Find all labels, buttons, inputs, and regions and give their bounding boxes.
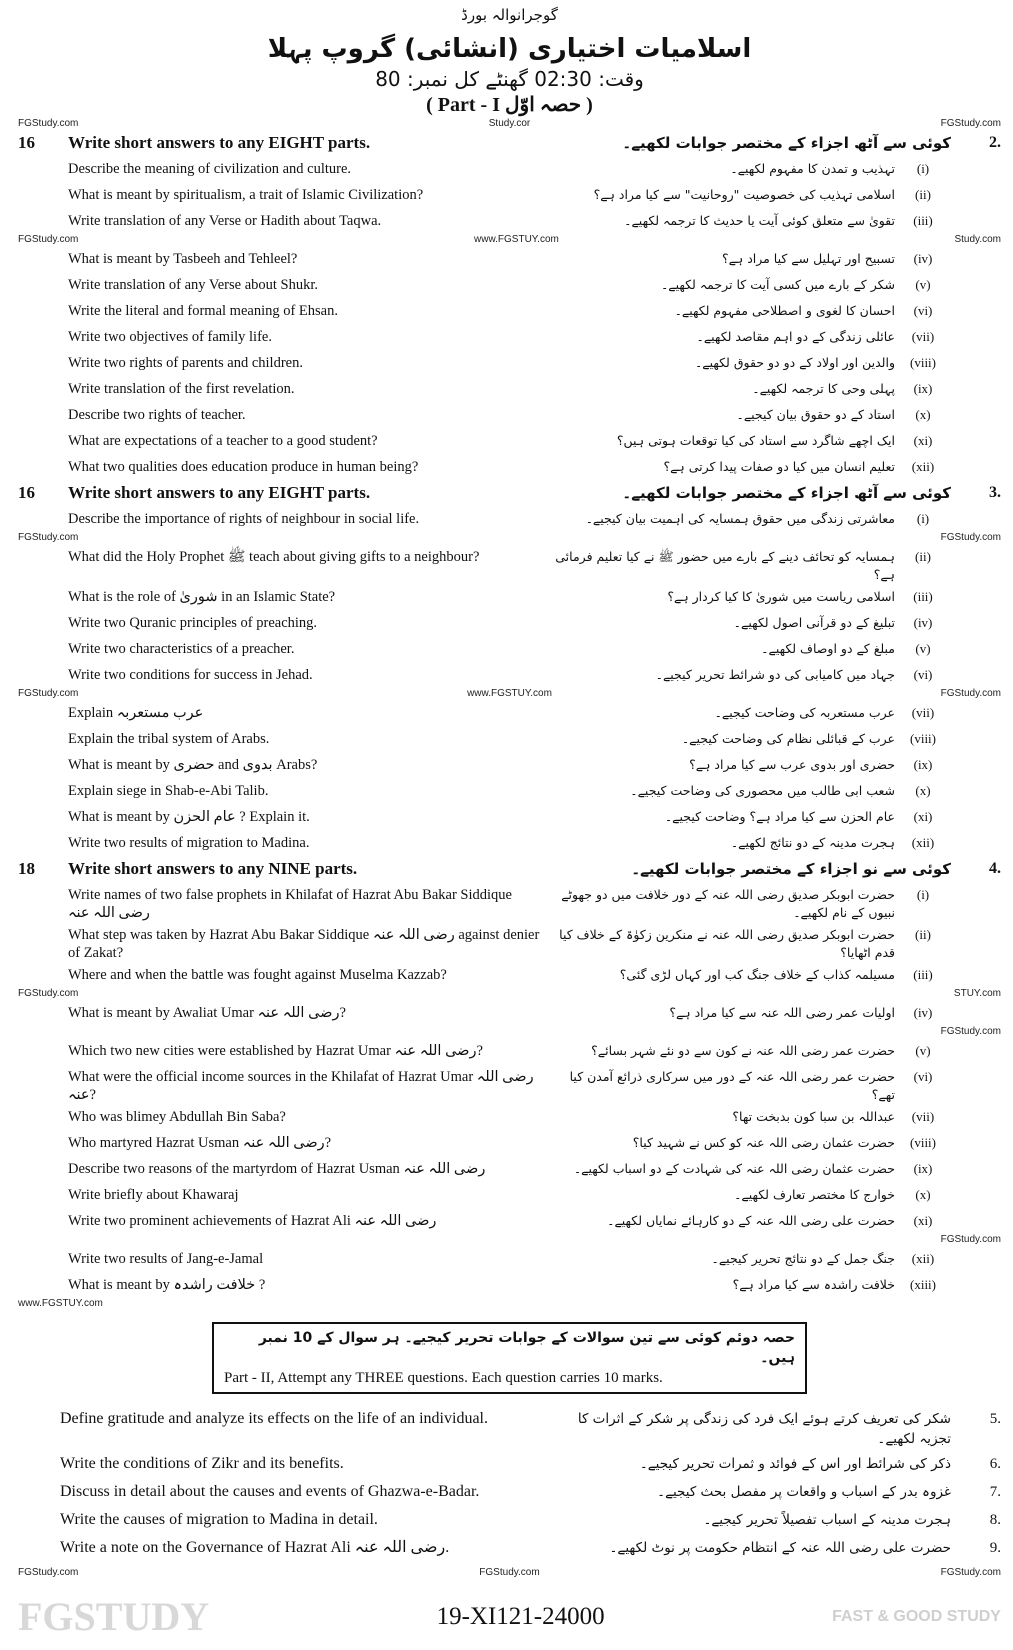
question-item-urdu: استاد کے دو حقوق بیان کیجیے۔ [736,407,895,422]
long-question-number: 5. [989,1411,1001,1427]
watermark-text: FGStudy.com [940,118,1001,129]
question-item: What two qualities does education produce in human being? [68,459,419,475]
question-row [18,506,1001,532]
watermark-text: Study.cor [488,118,531,129]
watermark-row [18,1298,1001,1310]
question-item-urdu: اسلامی تہذیب کی خصوصیت "روحانیت" سے کیا مراد ہے؟ [593,187,895,202]
question-row [18,636,1001,662]
watermark-text: FGStudy.com [18,118,79,129]
watermark-text: FGStudy.com [940,1026,1001,1037]
item-number: (xi) [913,1213,933,1228]
part-one-heading: ( Part - I حصہ اوّل ) [426,94,593,116]
item-number: (viii) [910,355,936,370]
item-number: (vi) [913,667,933,682]
long-question-number: 7. [989,1484,1001,1500]
watermark-tagline: FAST & GOOD STUDY [832,1607,1001,1625]
long-question-row [18,1505,1001,1533]
watermark-row [18,1026,1001,1038]
question-item: Write two rights of parents and children. [68,355,303,371]
item-number: (xii) [911,835,935,850]
question-number: 2. [989,134,1001,151]
section-marks: 16 [18,133,35,152]
watermark-row [18,1567,1001,1579]
question-item-urdu: تقویٰ سے متعلق کوئی آیت یا حدیث کا ترجمہ لکھیے۔ [624,213,895,228]
item-number: (vi) [913,303,933,318]
question-item-urdu: ایک اچھے شاگرد سے استاد کی کیا توقعات ہوتی ہیں؟ [616,433,895,448]
item-number: (iv) [913,251,933,266]
question-item: Describe two rights of teacher. [68,407,246,423]
watermark-row [18,688,1001,700]
question-row [18,402,1001,428]
item-number: (vii) [911,705,935,720]
question-item-urdu: حضرت عثمان رضی اللہ عنہ کو کس نے شہید کیا؟ [632,1135,895,1150]
question-row [18,298,1001,324]
watermark-row [18,234,1001,246]
question-item-urdu: مبلغ کے دو اوصاف لکھیے۔ [761,641,895,656]
item-number: (iii) [913,213,933,228]
question-row [18,1156,1001,1182]
time-and-marks: وقت: 02:30 گھنٹے کل نمبر: 80 [375,67,644,91]
question-row [18,1038,1001,1064]
item-number: (viii) [910,731,936,746]
question-row [18,1000,1001,1026]
question-row [18,922,1001,962]
section-heading-row [18,130,1001,156]
question-item: Write two results of migration to Madina. [68,835,310,851]
long-question-urdu: غزوہ بدر کے اسباب و واقعات پر مفصل بحث کیجیے۔ [657,1484,951,1500]
item-number: (xi) [913,809,933,824]
question-item: Write names of two false prophets in Khilafat of Hazrat Abu Bakar Siddique رضی اللہ عنہ [68,887,512,921]
question-item: Write two objectives of family life. [68,329,272,345]
question-item-urdu: حضری اور بدوی عرب سے کیا مراد ہے؟ [689,757,895,772]
question-item-urdu: حضرت عمر رضی اللہ عنہ کے دور میں سرکاری ذرائع آمدن کیا تھے؟ [569,1069,895,1102]
question-item-urdu: ہمسایہ کو تحائف دینے کے بارے میں حضور ﷺ نے کیا تعلیم فرمائی ہے؟ [555,549,895,582]
question-row [18,1104,1001,1130]
watermark-row [18,988,1001,1000]
question-row [18,1246,1001,1272]
item-number: (xii) [911,459,935,474]
question-item: What were the official income sources in the Khilafat of Hazrat Umar رضی اللہ عنہ? [68,1069,534,1103]
question-item-urdu: جنگ جمل کے دو نتائج تحریر کیجیے۔ [711,1251,895,1266]
question-row [18,324,1001,350]
long-question-row [18,1449,1001,1477]
item-number: (iii) [913,589,933,604]
question-row [18,1208,1001,1234]
question-item-urdu: مسیلمہ کذاب کے خلاف جنگ کب اور کہاں لڑی گئی؟ [619,967,895,982]
question-row [18,962,1001,988]
question-item: Write two conditions for success in Jehad. [68,667,313,683]
item-number: (i) [916,887,930,902]
item-number: (ii) [915,549,931,564]
long-question: Define gratitude and analyze its effects on the life of an individual. [60,1410,488,1427]
watermark-logo: FGSTUDY [18,1594,210,1639]
question-item-urdu: حضرت عثمان رضی اللہ عنہ کی شہادت کے دو اسباب لکھیے۔ [573,1161,895,1176]
question-item: Describe the meaning of civilization and culture. [68,161,352,177]
question-item: Write translation of any Verse or Hadith about Taqwa. [68,213,382,229]
item-number: (xiii) [910,1277,936,1292]
watermark-text: FGStudy.com [18,988,79,999]
question-item: Explain siege in Shab-e-Abi Talib. [68,783,269,799]
item-number: (v) [915,1043,931,1058]
question-item-urdu: عام الحزن سے کیا مراد ہے؟ وضاحت کیجیے۔ [664,809,895,824]
question-item: Describe the importance of rights of neighbour in social life. [68,511,420,527]
watermark-text: www.FGSTUY.com [467,688,552,699]
question-item-urdu: عرب کے قبائلی نظام کی وضاحت کیجیے۔ [681,731,895,746]
question-item-urdu: اولیات عمر رضی اللہ عنہ سے کیا مراد ہے؟ [669,1005,895,1020]
long-question: Write the causes of migration to Madina in detail. [60,1511,378,1528]
section-heading-urdu: کوئی سے آٹھ اجزاء کے مختصر جوابات لکھیے۔ [622,484,951,502]
question-item: What is meant by حضری and بدوی Arabs? [68,757,318,773]
question-item: What are expectations of a teacher to a good student? [68,433,378,449]
question-row [18,662,1001,688]
item-number: (vii) [911,1109,935,1124]
section-marks: 18 [18,859,35,878]
watermark-text: FGStudy.com [18,234,79,245]
watermark-text: www.FGSTUY.com [18,1298,103,1309]
item-number: (x) [915,783,931,798]
long-question-number: 8. [989,1512,1001,1528]
question-item: What is meant by عام الحزن ? Explain it. [68,809,310,825]
question-row [18,1064,1001,1104]
item-number: (iii) [913,967,933,982]
section-heading: Write short answers to any EIGHT parts. [68,133,371,152]
item-number: (xi) [913,433,933,448]
long-question: Write a note on the Governance of Hazrat Ali رضی اللہ عنہ. [60,1539,450,1556]
watermark-text: FGStudy.com [940,532,1001,543]
question-item: Which two new cities were established by Hazrat Umar رضی اللہ عنہ? [68,1043,483,1059]
question-item-urdu: احسان کا لغوی و اصطلاحی مفہوم لکھیے۔ [674,303,895,318]
question-item-urdu: معاشرتی زندگی میں حقوق ہمسایہ کی اہمیت بیان کیجیے۔ [585,511,895,526]
question-item: What is the role of شوریٰ in an Islamic State? [68,589,336,605]
footer [18,1593,1001,1640]
question-item-urdu: شکر کے بارے میں کسی آیت کا ترجمہ لکھیے۔ [660,277,895,292]
question-row [18,1272,1001,1298]
section-heading-row [18,856,1001,882]
question-item: Explain عرب مستعربہ [68,705,204,721]
watermark-text: FGStudy.com [940,688,1001,699]
watermark-text: FGStudy.com [18,688,79,699]
question-item: Write briefly about Khawaraj [68,1187,239,1203]
question-item-urdu: حضرت علی رضی اللہ عنہ کے دو کارہائے نمایاں لکھیے۔ [607,1213,895,1228]
long-question-number: 9. [989,1540,1001,1556]
question-row [18,182,1001,208]
long-question-row [18,1404,1001,1449]
question-item: Write two results of Jang-e-Jamal [68,1251,264,1267]
question-item: What is meant by خلافت راشدہ ? [68,1277,266,1293]
question-item-urdu: حضرت ابوبکر صدیق رضی اللہ عنہ کے دور خلافت میں دو جھوٹے نبیوں کے نام لکھیے۔ [561,887,895,920]
item-number: (v) [915,277,931,292]
item-number: (vi) [913,1069,933,1084]
item-number: (ii) [915,927,931,942]
question-row [18,156,1001,182]
question-row [18,610,1001,636]
question-row [18,882,1001,922]
question-item-urdu: حضرت ابوبکر صدیق رضی اللہ عنہ نے منکرین زکوٰۃ کے خلاف کیا قدم اٹھایا؟ [559,927,895,960]
question-item-urdu: تہذیب و تمدن کا مفہوم لکھیے۔ [730,161,895,176]
question-row [18,752,1001,778]
long-question-row [18,1477,1001,1505]
long-question-urdu: ہجرت مدینہ کے اسباب تفصیلاً تحریر کیجیے۔ [703,1512,951,1528]
item-number: (i) [916,511,930,526]
question-item-urdu: اسلامی ریاست میں شوریٰ کا کیا کردار ہے؟ [667,589,895,604]
question-item-urdu: ہجرت مدینہ کے دو نتائج لکھیے۔ [730,835,895,850]
watermark-text: STUY.com [953,988,1001,999]
question-item-urdu: جہاد میں کامیابی کی دو شرائط تحریر کیجیے۔ [655,667,895,682]
item-number: (xii) [911,1251,935,1266]
watermark-text: FGStudy.com [940,1234,1001,1245]
question-row [18,804,1001,830]
long-question-row [18,1533,1001,1561]
watermark-text: FGStudy.com [18,1567,79,1578]
question-item: What step was taken by Hazrat Abu Bakar Siddique رضی اللہ عنہ against denier of Zakat? [68,927,540,961]
question-row [18,778,1001,804]
part-one-sections [18,130,1001,1310]
question-item-urdu: شعب ابی طالب میں محصوری کی وضاحت کیجیے۔ [630,783,895,798]
item-number: (ii) [915,187,931,202]
long-question-urdu: ذکر کی شرائط اور اس کے فوائد و ثمرات تحریر کیجیے۔ [639,1456,951,1472]
watermark-row [18,532,1001,544]
question-row [18,272,1001,298]
paper-title: اسلامیات اختیاری (انشائی) گروپ پہلا [267,34,752,64]
question-item-urdu: تبلیغ کے دو قرآنی اصول لکھیے۔ [733,615,895,630]
question-item: What is meant by spiritualism, a trait of Islamic Civilization? [68,187,424,203]
item-number: (x) [915,1187,931,1202]
question-item-urdu: تعلیم انسان میں کیا دو صفات پیدا کرتی ہے؟ [663,459,895,474]
question-item-urdu: خوارج کا مختصر تعارف لکھیے۔ [734,1187,895,1202]
question-item-urdu: پہلی وحی کا ترجمہ لکھیے۔ [752,381,895,396]
question-item-urdu: عائلی زندگی کے دو اہم مقاصد لکھیے۔ [696,329,895,344]
question-item: What is meant by Awaliat Umar رضی اللہ عنہ? [68,1005,346,1021]
question-item: What is meant by Tasbeeh and Tehleel? [68,251,298,267]
question-row [18,454,1001,480]
question-row [18,700,1001,726]
board-name: گوجرانوالہ بورڈ [461,6,558,24]
question-item: Write translation of any Verse about Shukr. [68,277,319,293]
question-item: What did the Holy Prophet ﷺ teach about giving gifts to a neighbour? [68,549,480,565]
question-item: Write two Quranic principles of preaching. [68,615,318,631]
question-row [18,1182,1001,1208]
section-heading: Write short answers to any EIGHT parts. [68,483,371,502]
watermark-text: www.FGSTUY.com [474,234,559,245]
question-item-urdu: عرب مستعربہ کی وضاحت کیجیے۔ [714,705,895,720]
section-heading: Write short answers to any NINE parts. [68,859,358,878]
question-item: Where and when the battle was fought against Muselma Kazzab? [68,967,447,983]
section-heading-urdu: کوئی سے نو اجزاء کے مختصر جوابات لکھیے۔ [631,860,951,878]
watermark-text: FGStudy.com [18,532,79,543]
question-row [18,544,1001,584]
long-question-number: 6. [989,1456,1001,1472]
watermark-text: FGStudy.com [940,1567,1001,1578]
question-item: Write two characteristics of a preacher. [68,641,295,657]
question-item: Who martyred Hazrat Usman رضی اللہ عنہ? [68,1135,332,1151]
item-number: (vii) [911,329,935,344]
paper-code: 19-XI121-24000 [436,1602,605,1630]
watermark-row [18,1234,1001,1246]
question-item: Write translation of the first revelation. [68,381,295,397]
question-number: 3. [989,484,1001,501]
question-row [18,376,1001,402]
question-row [18,428,1001,454]
item-number: (i) [916,161,930,176]
part-two-instructions: Part - II, Attempt any THREE questions. Each question carries 10 marks. [224,1370,663,1386]
watermark-row [18,118,1001,130]
item-number: (ix) [913,1161,933,1176]
item-number: (iv) [913,615,933,630]
long-question-urdu: شکر کی تعریف کرتے ہوئے ایک فرد کی زندگی پر شکر کے اثرات کا تجزیہ لکھیے۔ [577,1411,951,1447]
part-two-instructions-box [212,1322,807,1394]
question-row [18,584,1001,610]
question-item: Write the literal and formal meaning of Ehsan. [68,303,338,319]
question-item-urdu: خلافت راشدہ سے کیا مراد ہے؟ [732,1277,895,1292]
question-item: Write two prominent achievements of Hazrat Ali رضی اللہ عنہ [68,1213,437,1229]
question-row [18,208,1001,234]
long-question: Discuss in detail about the causes and events of Ghazwa-e-Badar. [60,1483,480,1500]
section-heading-urdu: کوئی سے آٹھ اجزاء کے مختصر جوابات لکھیے۔ [622,134,951,152]
item-number: (v) [915,641,931,656]
part-two-instructions-urdu: حصہ دوئم کوئی سے تین سوالات کے جوابات تحریر کیجیے۔ ہر سوال کے 10 نمبر ہیں۔ [258,1330,795,1366]
item-number: (ix) [913,757,933,772]
watermark-text: Study.com [954,234,1001,245]
section-heading-row [18,480,1001,506]
long-question: Write the conditions of Zikr and its benefits. [60,1455,344,1472]
question-row [18,726,1001,752]
question-item-urdu: عبداللہ بن سبا کون بدبخت تھا؟ [732,1109,895,1124]
item-number: (viii) [910,1135,936,1150]
item-number: (x) [915,407,931,422]
question-item-urdu: والدین اور اولاد کے دو دو حقوق لکھیے۔ [694,355,895,370]
question-item: Explain the tribal system of Arabs. [68,731,270,747]
question-item-urdu: حضرت عمر رضی اللہ عنہ نے کون سے دو نئے شہر بسائے؟ [591,1043,895,1058]
item-number: (iv) [913,1005,933,1020]
question-item: Who was blimey Abdullah Bin Saba? [68,1109,286,1125]
question-number: 4. [989,860,1001,877]
part-two-questions [18,1404,1001,1561]
question-row [18,830,1001,856]
question-row [18,1130,1001,1156]
section-marks: 16 [18,483,35,502]
question-item-urdu: تسبیح اور تہلیل سے کیا مراد ہے؟ [721,251,895,266]
question-row [18,350,1001,376]
question-row [18,246,1001,272]
watermark-text: FGStudy.com [479,1567,540,1578]
item-number: (ix) [913,381,933,396]
long-question-urdu: حضرت علی رضی اللہ عنہ کے انتظام حکومت پر نوٹ لکھیے۔ [609,1540,951,1556]
question-item: Describe two reasons of the martyrdom of Hazrat Usman رضی اللہ عنہ [68,1161,486,1177]
